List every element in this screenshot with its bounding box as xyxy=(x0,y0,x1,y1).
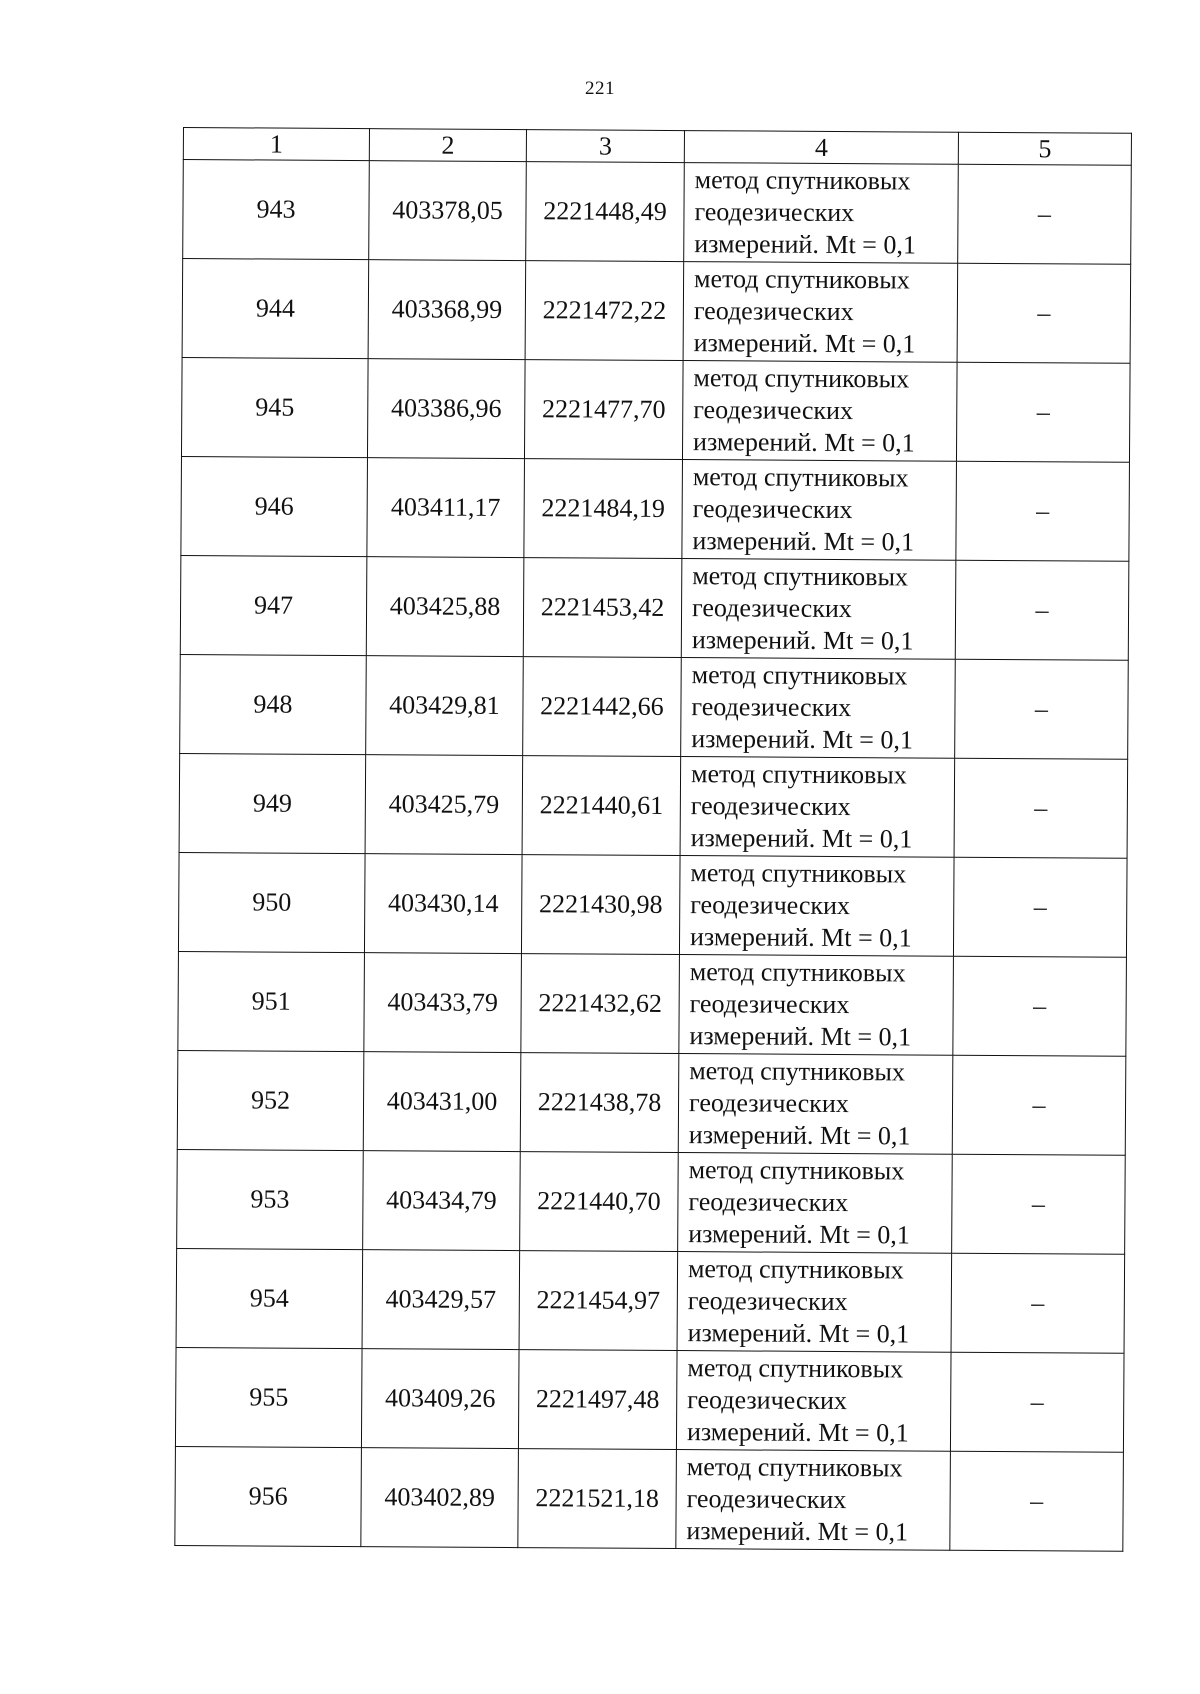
table-row xyxy=(178,852,1127,957)
note-cell: – xyxy=(951,1253,1125,1353)
x-coordinate-cell: 403402,89 xyxy=(361,1448,519,1548)
note-cell: – xyxy=(950,1451,1124,1551)
point-number-cell: 949 xyxy=(179,753,366,853)
point-number-cell: 947 xyxy=(180,555,367,655)
point-number-cell: 953 xyxy=(177,1149,364,1249)
note-cell: – xyxy=(953,956,1127,1056)
method-line: метод спутниковых xyxy=(690,858,907,889)
table-row xyxy=(181,357,1130,462)
header-col-5: 5 xyxy=(958,132,1131,165)
method-cell xyxy=(676,1351,951,1452)
method-line: измерений. Mt = 0,1 xyxy=(690,823,913,854)
method-line: геодезических xyxy=(687,1385,848,1416)
point-number-cell: 950 xyxy=(178,852,365,952)
method-line: измерений. Mt = 0,1 xyxy=(688,1219,910,1250)
y-coordinate-cell: 2221442,66 xyxy=(523,657,682,757)
point-number-cell: 945 xyxy=(181,357,368,457)
method-line: метод спутниковых xyxy=(691,660,908,691)
x-coordinate-cell: 403425,79 xyxy=(365,755,523,855)
y-coordinate-cell: 2221484,19 xyxy=(524,459,683,559)
y-coordinate-cell: 2221430,98 xyxy=(521,855,680,955)
y-coordinate-cell: 2221438,78 xyxy=(520,1053,679,1153)
method-cell xyxy=(679,856,954,957)
method-line: геодезических xyxy=(689,989,850,1020)
point-number-cell: 956 xyxy=(175,1446,362,1546)
coordinates-table xyxy=(174,127,1132,1552)
table-row xyxy=(180,555,1129,660)
method-line: геодезических xyxy=(692,494,853,525)
point-number-cell: 952 xyxy=(177,1050,364,1150)
method-line: геодезических xyxy=(687,1286,848,1317)
method-line: метод спутниковых xyxy=(686,1452,903,1483)
header-col-3: 3 xyxy=(526,130,684,163)
page-number: 221 xyxy=(585,78,615,99)
method-line: геодезических xyxy=(688,1088,849,1119)
method-cell xyxy=(678,1054,953,1155)
note-cell: – xyxy=(954,758,1128,858)
method-line: геодезических xyxy=(694,197,855,228)
y-coordinate-cell: 2221454,97 xyxy=(519,1251,678,1351)
header-col-1: 1 xyxy=(183,128,369,161)
method-cell xyxy=(679,955,954,1056)
method-line: метод спутниковых xyxy=(688,1155,905,1186)
method-line: метод спутниковых xyxy=(689,957,906,988)
y-coordinate-cell: 2221477,70 xyxy=(524,360,683,460)
method-line: измерений. Mt = 0,1 xyxy=(693,328,916,359)
method-cell xyxy=(683,262,958,363)
method-line: измерений. Mt = 0,1 xyxy=(692,526,915,557)
x-coordinate-cell: 403425,88 xyxy=(366,557,524,657)
method-cell xyxy=(678,1153,953,1254)
method-line: измерений. Mt = 0,1 xyxy=(688,1120,911,1151)
method-line: измерений. Mt = 0,1 xyxy=(687,1318,910,1349)
method-line: измерений. Mt = 0,1 xyxy=(691,625,914,656)
x-coordinate-cell: 403434,79 xyxy=(363,1151,521,1251)
x-coordinate-cell: 403368,99 xyxy=(368,260,526,360)
method-line: метод спутниковых xyxy=(693,264,910,295)
point-number-cell: 948 xyxy=(180,654,367,754)
method-line: геодезических xyxy=(686,1484,847,1515)
method-line: измерений. Mt = 0,1 xyxy=(692,427,915,458)
note-cell: – xyxy=(952,1154,1126,1254)
x-coordinate-cell: 403378,05 xyxy=(369,161,527,261)
method-line: измерений. Mt = 0,1 xyxy=(686,1417,909,1448)
table-row xyxy=(175,1446,1124,1551)
x-coordinate-cell: 403409,26 xyxy=(361,1349,519,1449)
method-line: метод спутниковых xyxy=(692,462,909,493)
method-line: геодезических xyxy=(693,395,854,426)
method-line: геодезических xyxy=(693,296,854,327)
method-line: метод спутниковых xyxy=(694,165,911,196)
table-row xyxy=(178,951,1127,1056)
x-coordinate-cell: 403411,17 xyxy=(367,458,525,558)
y-coordinate-cell: 2221497,48 xyxy=(518,1350,677,1450)
method-cell xyxy=(681,559,956,660)
method-line: измерений. Mt = 0,1 xyxy=(686,1516,909,1547)
table-row xyxy=(177,1149,1126,1254)
point-number-cell: 943 xyxy=(183,160,370,260)
note-cell: – xyxy=(955,560,1129,660)
note-cell: – xyxy=(956,362,1130,462)
table-row xyxy=(183,160,1132,265)
x-coordinate-cell: 403429,57 xyxy=(362,1250,520,1350)
x-coordinate-cell: 403429,81 xyxy=(366,656,524,756)
note-cell: – xyxy=(958,164,1132,264)
x-coordinate-cell: 403386,96 xyxy=(367,359,525,459)
method-cell xyxy=(682,361,957,462)
note-cell: – xyxy=(956,461,1130,561)
header-col-2: 2 xyxy=(369,129,526,162)
note-cell: – xyxy=(953,857,1127,957)
method-line: измерений. Mt = 0,1 xyxy=(694,229,916,260)
table-body xyxy=(175,160,1131,1552)
point-number-cell: 951 xyxy=(178,951,365,1051)
x-coordinate-cell: 403430,14 xyxy=(364,854,522,954)
method-line: геодезических xyxy=(690,890,851,921)
note-cell: – xyxy=(957,263,1131,363)
table-row xyxy=(181,456,1130,561)
table-row xyxy=(179,753,1128,858)
table-row xyxy=(176,1248,1125,1353)
point-number-cell: 954 xyxy=(176,1248,363,1348)
table-row xyxy=(180,654,1129,759)
note-cell: – xyxy=(950,1352,1124,1452)
y-coordinate-cell: 2221432,62 xyxy=(521,954,680,1054)
table-row xyxy=(175,1347,1124,1452)
method-cell xyxy=(681,658,956,759)
method-cell xyxy=(680,757,955,858)
y-coordinate-cell: 2221440,70 xyxy=(520,1152,679,1252)
method-line: геодезических xyxy=(688,1187,849,1218)
method-cell xyxy=(684,163,959,264)
method-line: измерений. Mt = 0,1 xyxy=(689,1021,912,1052)
note-cell: – xyxy=(955,659,1129,759)
method-cell xyxy=(682,460,957,561)
method-line: геодезических xyxy=(691,593,852,624)
point-number-cell: 946 xyxy=(181,456,368,556)
table-row xyxy=(182,259,1131,364)
note-cell: – xyxy=(952,1055,1126,1155)
method-line: метод спутниковых xyxy=(692,561,909,592)
method-cell xyxy=(676,1450,951,1551)
y-coordinate-cell: 2221448,49 xyxy=(526,162,685,262)
y-coordinate-cell: 2221453,42 xyxy=(523,558,682,658)
table-row xyxy=(177,1050,1126,1155)
point-number-cell: 944 xyxy=(182,259,369,359)
method-line: геодезических xyxy=(690,791,851,822)
method-cell xyxy=(677,1252,952,1353)
method-line: метод спутниковых xyxy=(689,1056,906,1087)
method-line: метод спутниковых xyxy=(687,1353,904,1384)
x-coordinate-cell: 403433,79 xyxy=(364,953,522,1053)
header-col-4: 4 xyxy=(684,131,958,165)
point-number-cell: 955 xyxy=(175,1347,362,1447)
method-line: измерений. Mt = 0,1 xyxy=(689,922,912,953)
y-coordinate-cell: 2221521,18 xyxy=(518,1449,677,1549)
method-line: геодезических xyxy=(691,692,852,723)
y-coordinate-cell: 2221472,22 xyxy=(525,261,684,361)
method-line: измерений. Mt = 0,1 xyxy=(691,724,913,755)
method-line: метод спутниковых xyxy=(693,363,910,394)
method-line: метод спутниковых xyxy=(690,759,907,790)
method-line: метод спутниковых xyxy=(687,1254,904,1285)
x-coordinate-cell: 403431,00 xyxy=(363,1052,521,1152)
y-coordinate-cell: 2221440,61 xyxy=(522,756,681,856)
